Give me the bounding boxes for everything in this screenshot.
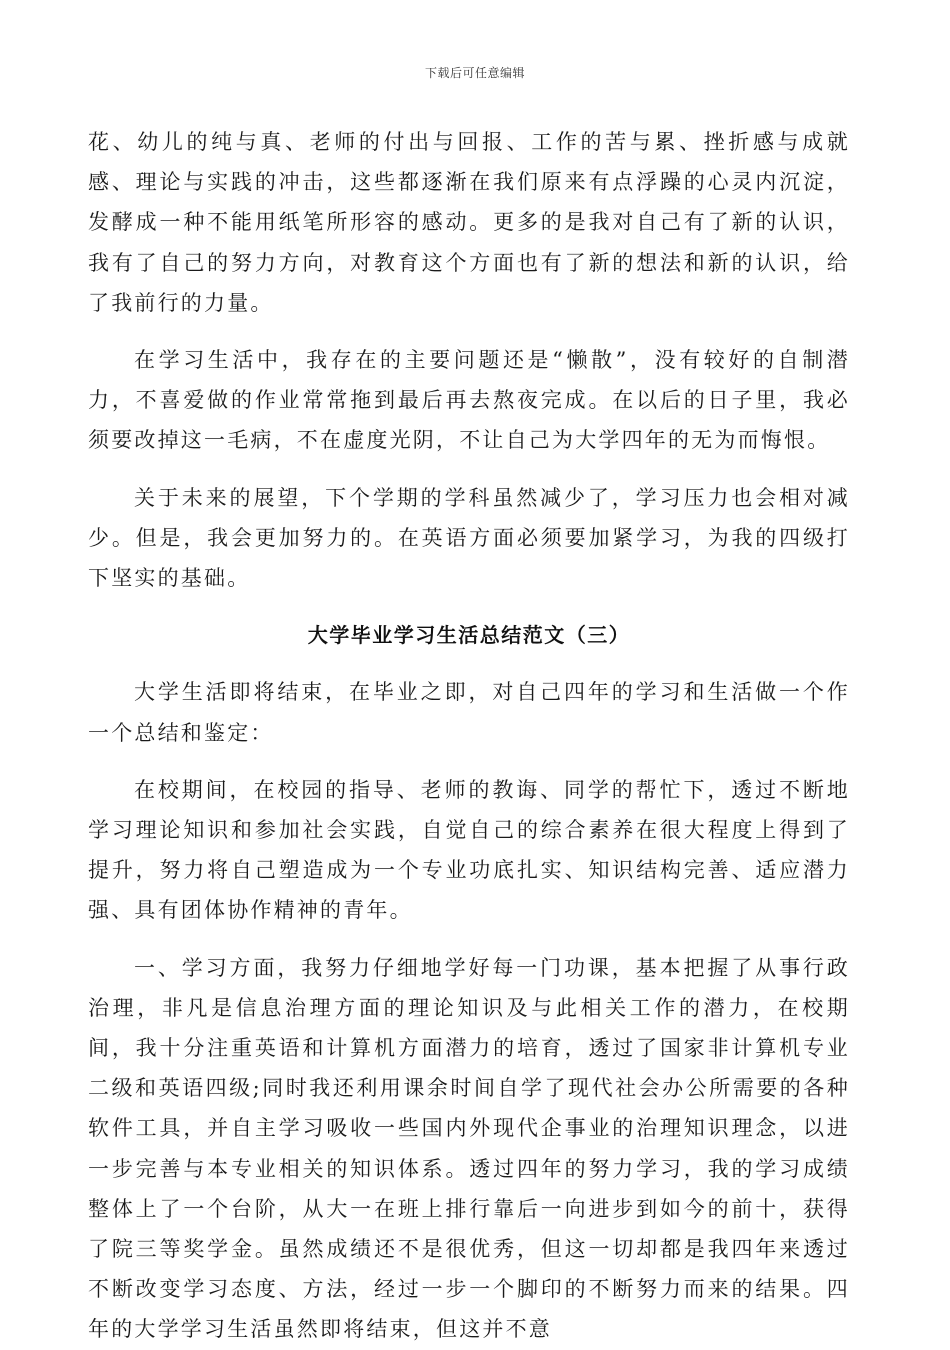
- paragraph-intro: 大学生活即将结束，在毕业之即，对自己四年的学习和生活做一个作一个总结和鉴定：: [88, 680, 850, 745]
- paragraph-study: 一、学习方面，我努力仔细地学好每一门功课，基本把握了从事行政治理，非凡是信息治理方面的理论知识及与此相关工作的潜力，在校期间，我十分注重英语和计算机方面潜力的培育，透过了国家非计算机专业二级和英语四级;同时我还利用课余时间自学了现代社会办公所需要的各种软件工具，并自主学习吸收一些国内外现代企事业的治理知识理念，以进一步完善与本专业相关的知识体系。透过四年的努力学习，我的学习成绩整体上了一个台阶，从大一在班上排行靠后一向进步到如今的前十，获得了院三等奖学金。虽然成绩还不是很优秀，但这一切却都是我四年来透过不断改变学习态度、方法，经过一步一个脚印的不断努力而来的结果。四年的大学学习生活虽然即将结束，但这并不意: [88, 955, 850, 1342]
- paragraph-campus: 在校期间，在校园的指导、老师的教诲、同学的帮忙下，透过不断地学习理论知识和参加社会实践，自觉自己的综合素养在很大程度上得到了提升，努力将自己塑造成为一个专业功底扎实、知识结构完善、适应潜力强、具有团体协作精神的青年。: [88, 777, 850, 923]
- paragraph-outlook: 关于未来的展望，下个学期的学科虽然减少了，学习压力也会相对减少。但是，我会更加努力的。在英语方面必须要加紧学习，为我的四级打下坚实的基础。: [88, 485, 850, 591]
- section-heading: 大学毕业学习生活总结范文（三）: [307, 623, 631, 648]
- paragraph-continued: 花、幼儿的纯与真、老师的付出与回报、工作的苦与累、挫折感与成就感、理论与实践的冲击，这些都逐渐在我们原来有点浮躁的心灵内沉淀，发酵成一种不能用纸笔所形容的感动。更多的是我对自己有了新的认识，我有了自己的努力方向，对教育这个方面也有了新的想法和新的认识，给了我前行的力量。: [88, 130, 850, 315]
- page-header: 下载后可任意编辑: [424, 66, 525, 80]
- paragraph-problems: 在学习生活中，我存在的主要问题还是“懒散”，没有较好的自制潜力，不喜爱做的作业常常拖到最后再去熬夜完成。在以后的日子里，我必须要改掉这一毛病，不在虚度光阴，不让自己为大学四年的无为而悔恨。: [88, 348, 850, 453]
- document-body: [88, 122, 850, 1350]
